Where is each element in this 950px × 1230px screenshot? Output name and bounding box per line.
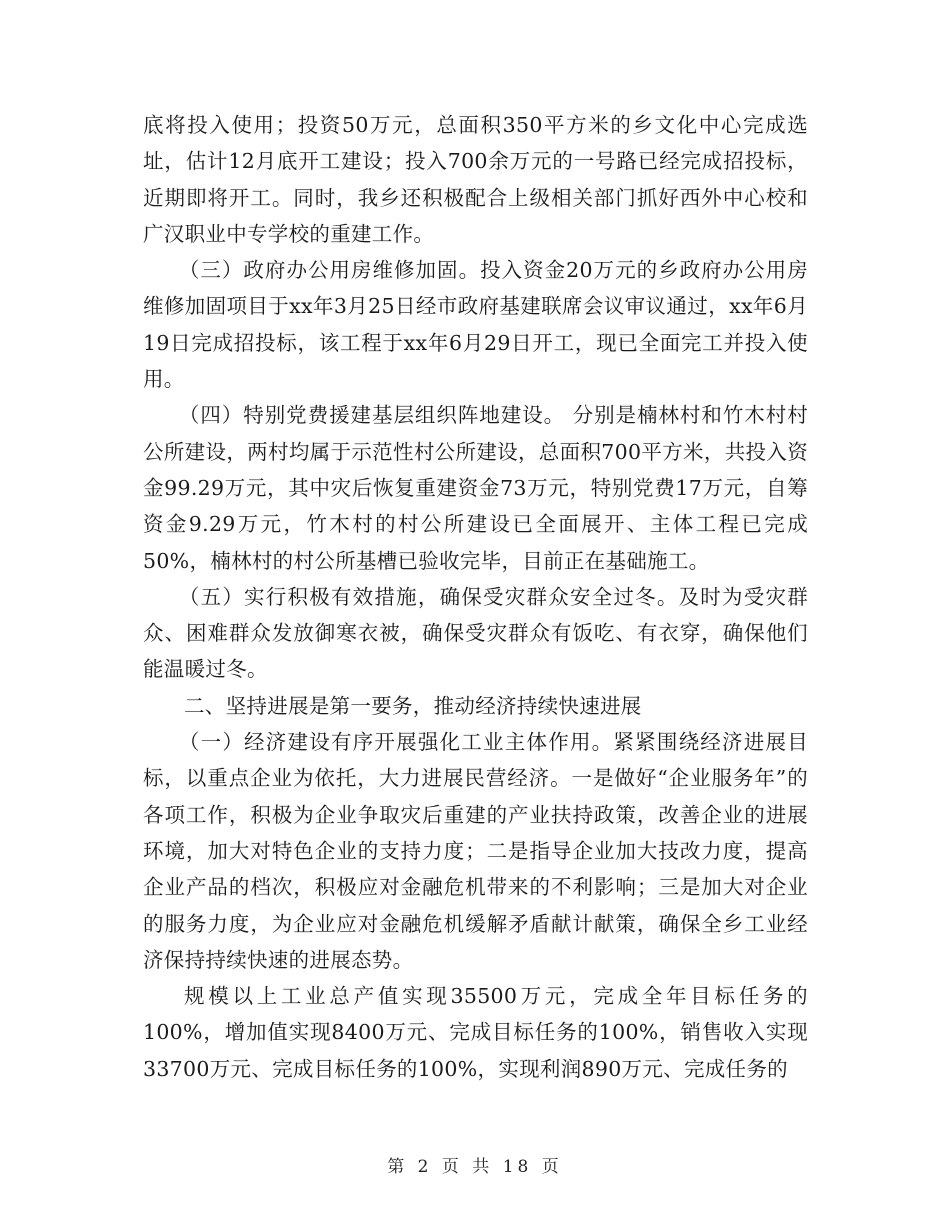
paragraph-section-5: （五）实行积极有效措施，确保受灾群众安全过冬。及时为受灾群众、困难群众发放御寒衣被，确保受灾群众有饭吃、有衣穿，确保他们能温暖过冬。 — [143, 584, 808, 682]
heading-part-2: 二、坚持进展是第一要务，推动经济持续快速进展 — [184, 693, 642, 718]
paragraph-section-4: （四）特别党费援建基层组织阵地建设。 分别是楠林村和竹木村村公所建设，两村均属于示范性村公所建设，总面积700平方米，共投入资金99.29万元，其中灾后恢复重建资金73万元，特别党费17万元，自筹资金9.29万元，竹木村的村公所建设已全面展开、主体工程已完成50%，楠林村的村公所基槽已验收完毕，目前正在基础施工。 — [143, 403, 808, 573]
paragraph-industry-output: 规模以上工业总产值实现35500万元，完成全年目标任务的100%，增加值实现8400万元、完成目标任务的100%，销售收入实现33700万元、完成目标任务的100%，实现利润890万元、完成任务的 — [143, 984, 808, 1081]
paragraph-continuation: 底将投入使用；投资50万元，总面积350平方米的乡文化中心完成选址，估计12月底开工建设；投入700余万元的一号路已经完成招投标，近期即将开工。同时，我乡还积极配合上级相关部门抓好西外中心校和广汉职业中专学校的重建工作。 — [143, 113, 808, 246]
paragraph-section-3: （三）政府办公用房维修加固。投入资金20万元的乡政府办公用房维修加固项目于xx年3月25日经市政府基建联席会议审议通过，xx年6月19日完成招投标，该工程于xx年6月29日开工，现已全面完工并投入使用。 — [143, 258, 808, 392]
page-footer: 第 2 页 共 18 页 — [387, 1157, 563, 1177]
paragraph-economy-1: （一）经济建设有序开展强化工业主体作用。紧紧围绕经济进展目标，以重点企业为依托，大力进展民营经济。一是做好“企业服务年”的各项工作，积极为企业争取灾后重建的产业扶持政策，改善企业的进展环境，加大对特色企业的支持力度；二是指导企业加大技改力度，提高企业产品的档次，积极应对金融危机带来的不利影响；三是加大对企业的服务力度，为企业应对金融危机缓解矛盾献计献策，确保全乡工业经济保持持续快速的进展态势。 — [143, 730, 808, 972]
body-text — [143, 107, 808, 1087]
